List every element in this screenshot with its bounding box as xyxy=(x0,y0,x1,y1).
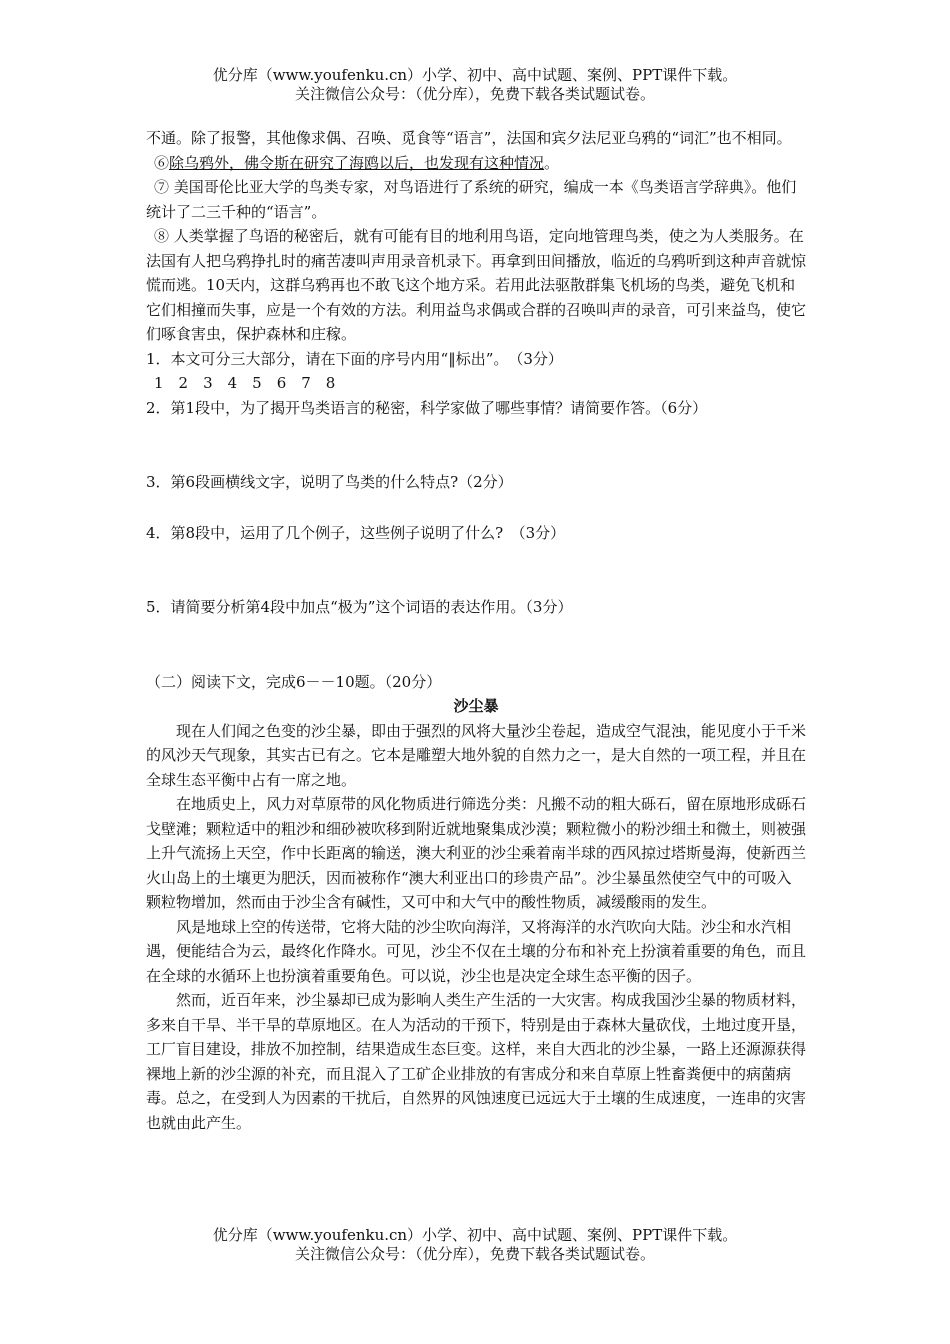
paragraph-6-end: 。 xyxy=(544,153,560,172)
document-body xyxy=(146,126,806,1135)
section-2-intro: （二）阅读下文，完成6－－10题。（20分） xyxy=(146,672,442,691)
footer-line-2: 关注微信公众号：（优分库），免费下载各类试题试卷。 xyxy=(294,1245,655,1263)
question-3: 3．第6段画横线文字，说明了鸟类的什么特点?（2分） xyxy=(146,473,513,491)
question-1: 1．本文可分三大部分，请在下面的序号内用“‖标出”。 （3分） xyxy=(146,349,563,368)
article-paragraph-3: 风是地球上空的传送带，它将大陆的沙尘吹向海洋，又将海洋的水汽吹向大陆。沙尘和水汽相遇，便能结合为云，最终化作降水。可见，沙尘不仅在土壤的分布和补充上扮演着重要的角色，而且在全球的水循环上也扮演着重要角色。可以说，沙尘也是决定全球生态平衡的因子。 xyxy=(146,917,807,985)
header-line-2: 关注微信公众号：（优分库），免费下载各类试题试卷。 xyxy=(294,85,655,103)
question-4: 4．第8段中，运用了几个例子，这些例子说明了什么? （3分） xyxy=(146,523,566,542)
footer-line-1: 优分库（www.youfenku.cn）小学、初中、高中试题、案例、PPT课件下载。 xyxy=(212,1226,738,1244)
article-paragraph-1: 现在人们闻之色变的沙尘暴，即由于强烈的风将大量沙尘卷起，造成空气混浊，能见度小于千米的风沙天气现象，其实古已有之。它本是雕塑大地外貌的自然力之一，是大自然的一项工程，并且在全球生态平衡中占有一席之地。 xyxy=(146,721,807,789)
answer-space-3 xyxy=(146,495,806,521)
answer-space-5 xyxy=(146,620,806,670)
header-line-1: 优分库（www.youfenku.cn）小学、初中、高中试题、案例、PPT课件下载。 xyxy=(212,66,738,84)
paragraph-7: ⑦ 美国哥伦比亚大学的鸟类专家，对鸟语进行了系统的研究，编成一本《鸟类语言学辞典》。他们统计了二三千种的“语言”。 xyxy=(146,178,797,221)
article-paragraph-2: 在地质史上，风力对草原带的风化物质进行筛选分类：凡搬不动的粗大砾石，留在原地形成砾石戈壁滩；颗粒适中的粗沙和细砂被吹移到附近就地聚集成沙漠；颗粒微小的粉沙细土和微土，则被强上升气流扬上天空，作中长距离的输送，澳大利亚的沙尘乘着南半球的西风掠过塔斯曼海，使新西兰火山岛上的土壤更为肥沃，因而被称作“澳大利亚出口的珍贵产品”。沙尘暴虽然使空气中的可吸入颗粒物增加，然而由于沙尘含有碱性，又可中和大气中的酸性物质，减缓酸雨的发生。 xyxy=(146,795,807,911)
paragraph-8: ⑧ 人类掌握了鸟语的秘密后，就有可能有目的地利用鸟语，定向地管理鸟类，使之为人类服务。在法国有人把乌鸦挣扎时的痛苦凄叫声用录音机录下。再拿到田间播放，临近的乌鸦听到这种声音就惊慌而逃。10天内，这群乌鸦再也不敢飞这个地方采。若用此法驱散群集飞机场的鸟类，避免飞机和它们相撞而失事，应是一个有效的方法。利用益鸟求偶或合群的召唤叫声的录音，可引来益鸟，使它们啄食害虫，保护森林和庄稼。 xyxy=(146,227,807,343)
article-paragraph-4: 然而，近百年来，沙尘暴却已成为影响人类生产生活的一大灾害。构成我国沙尘暴的物质材料，多来自干旱、半干旱的草原地区。在人为活动的干预下，特别是由于森林大量砍伐，土地过度开垦，工厂盲目建设，排放不加控制，结果造成生态巨变。这样，来自大西北的沙尘暴，一路上还源源获得裸地上新的沙尘源的补充，而且混入了工矿企业排放的有害成分和来自草原上牲畜粪便中的病菌病毒。总之，在受到人为因素的干扰后，自然界的风蚀速度已远远大于土壤的生成速度，一连串的灾害也就由此产生。 xyxy=(146,991,807,1132)
article-title: 沙尘暴 xyxy=(453,697,499,715)
question-2: 2．第1段中，为了揭开鸟类语言的秘密，科学家做了哪些事情？请简要作答。（6分） xyxy=(146,398,708,417)
paragraph-6 xyxy=(146,151,806,176)
page-footer xyxy=(0,1226,950,1264)
paragraph-6-number: ⑥ xyxy=(154,153,170,172)
paragraph-continued: 不通。除了报警，其他像求偶、召唤、觅食等“语言”，法国和宾夕法尼亚乌鸦的“词汇”也不相同。 xyxy=(146,129,792,147)
answer-space-4 xyxy=(146,545,806,595)
question-5: 5．请简要分析第4段中加点“极为”这个词语的表达作用。（3分） xyxy=(146,598,573,616)
paragraph-6-underlined-text: 除乌鸦外，佛令斯在研究了海鸥以后，也发现有这种情况 xyxy=(169,153,545,172)
question-1-numbers: 1 2 3 4 5 6 7 8 xyxy=(154,374,336,392)
page-header xyxy=(0,66,950,104)
answer-space-2 xyxy=(146,420,806,470)
